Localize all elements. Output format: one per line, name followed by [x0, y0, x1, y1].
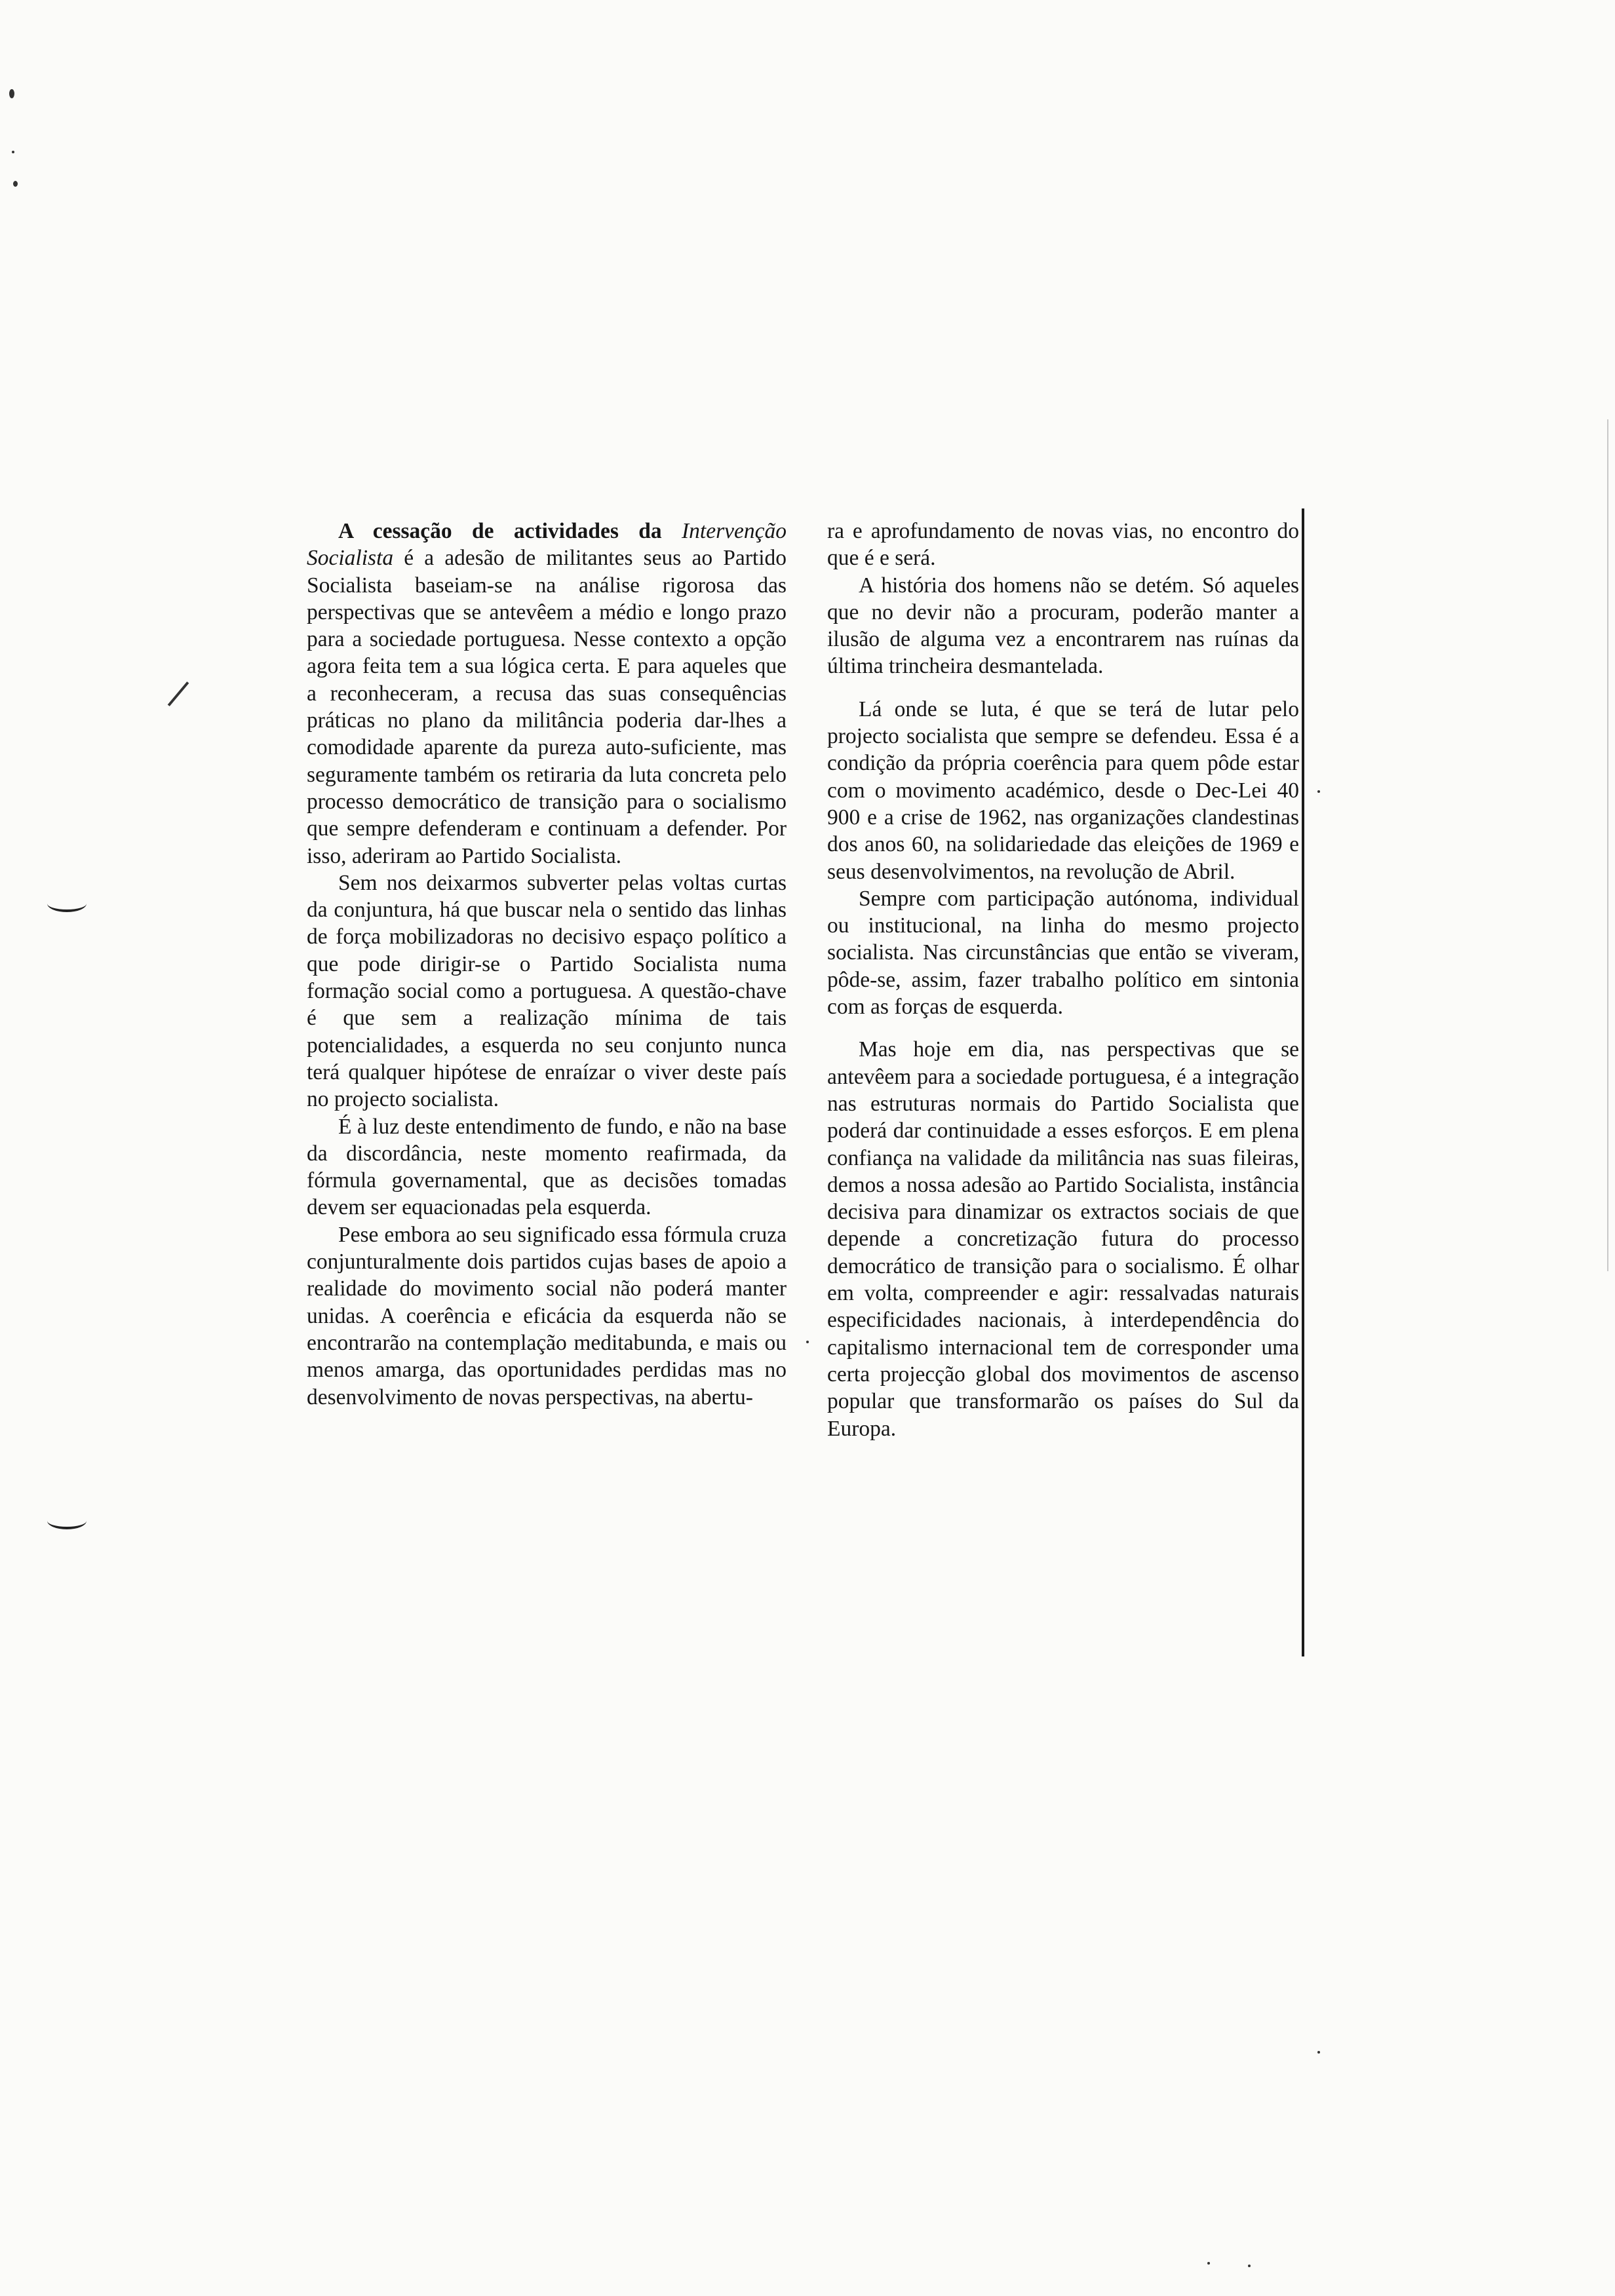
left-paragraph-1-text: é a adesão de militantes seus ao Partido Socialista baseiam-se na análise rigorosa das perspectivas que se antevêem a médio e longo prazo para a sociedade portuguesa. Nesse contexto a opção agora feita tem a sua lógica certa. E para aqueles que a reconheceram, a recusa das suas consequências práticas no plano da militância poderia dar-lhes a comodidade aparente da pureza auto-suficiente, mas seguramente também os retiraria da luta concreta pelo processo democrático de transição para o socialismo que sempre defenderam e continuam a defender. Por isso, aderiram ao Partido Socialista. [307, 546, 787, 868]
right-paragraph-2: A história dos homens não se detém. Só aqueles que no devir não a procuram, poderão manter a ilusão de alguma vez a encontrarem nas ruínas da última trincheira desmantelada. [827, 573, 1299, 679]
scan-speck [806, 1341, 809, 1343]
scan-speck [12, 151, 14, 153]
scan-mark [168, 681, 189, 706]
scan-speck [13, 181, 18, 187]
scan-speck [9, 89, 14, 98]
left-paragraph-4: Pese embora ao seu significado essa fórmula cruza conjunturalmente dois partidos cujas bases de apoio a realidade do movimento social não poderá manter unidas. A coerência e eficácia da esquerda não se encontrarão na contemplação meditabunda, e mais ou menos amarga, das oportunidades perdidas mas no desenvolvimento de novas perspectivas, na abertu- [307, 1222, 787, 1409]
scan-speck [1317, 2051, 1320, 2054]
article-right-column [827, 518, 1299, 1442]
scan-speck [1317, 790, 1320, 793]
lead-in: A cessação de actividades da [338, 519, 682, 543]
right-paragraph-5: Mas hoje em dia, nas perspectivas que se antevêem para a sociedade portuguesa, é a integração nas estruturas normais do Partido Socialista que poderá dar continuidade a esses esforços. E em plena confiança na validade da militância nas suas fileiras, demos a nossa adesão ao Partido Socialista, instância decisiva para dinamizar os extractos sociais de que depende a concretização futura do processo democrático de transição para o socialismo. É olhar em volta, compreender e agir: ressalvadas naturais especificidades nacionais, à interdependência do capitalismo internacional tem de corresponder uma certa projecção global dos movimentos de ascenso popular que transformarão os países do Sul da Europa. [827, 1037, 1299, 1441]
left-paragraph-3: É à luz deste entendimento de fundo, e não na base da discordância, neste momento reafirmada, da fórmula governamental, que as decisões tomadas devem ser equacionadas pela esquerda. [307, 1114, 787, 1220]
scan-mark [47, 895, 87, 912]
scan-speck [1207, 2262, 1210, 2265]
publication-name: Intervenção Socialista [307, 519, 787, 571]
right-paragraph-4: Sempre com participação autónoma, individual ou institucional, na linha do mesmo projecto socialista. Nas circunstâncias que então se viveram, pôde-se, assim, fazer trabalho político em sintonia com as forças de esquerda. [827, 886, 1299, 1020]
left-paragraph-2: Sem nos deixarmos subverter pelas voltas curtas da conjuntura, há que buscar nela o sentido das linhas de força mobilizadoras no decisivo espaço político a que pode dirigir-se o Partido Socialista numa formação social como a portuguesa. A questão-chave é que sem a realização mínima de tais potencialidades, a esquerda no seu conjunto nunca terá qualquer hipótese de enraízar o viver deste país no projecto socialista. [307, 870, 787, 1112]
scan-speck [1248, 2265, 1251, 2267]
left-paragraph-1 [307, 518, 787, 870]
scan-mark [47, 1512, 87, 1529]
scan-edge-line [1607, 419, 1608, 1271]
right-paragraph-3: Lá onde se luta, é que se terá de lutar pelo projecto socialista que sempre se defendeu. Essa é a condição da própria coerência para quem pôde estar com o movimento académico, desde o Dec-Lei 40 900 e a crise de 1962, nas organizações clandestinas dos anos 60, na solidariedade das eleições de 1969 e seus desenvolvimentos, na revolução de Abril. [827, 697, 1299, 884]
right-paragraph-1: ra e aprofundamento de novas vias, no encontro do que é e será. [827, 519, 1299, 571]
article-left-column [307, 518, 787, 1411]
column-rule [1302, 508, 1304, 1656]
